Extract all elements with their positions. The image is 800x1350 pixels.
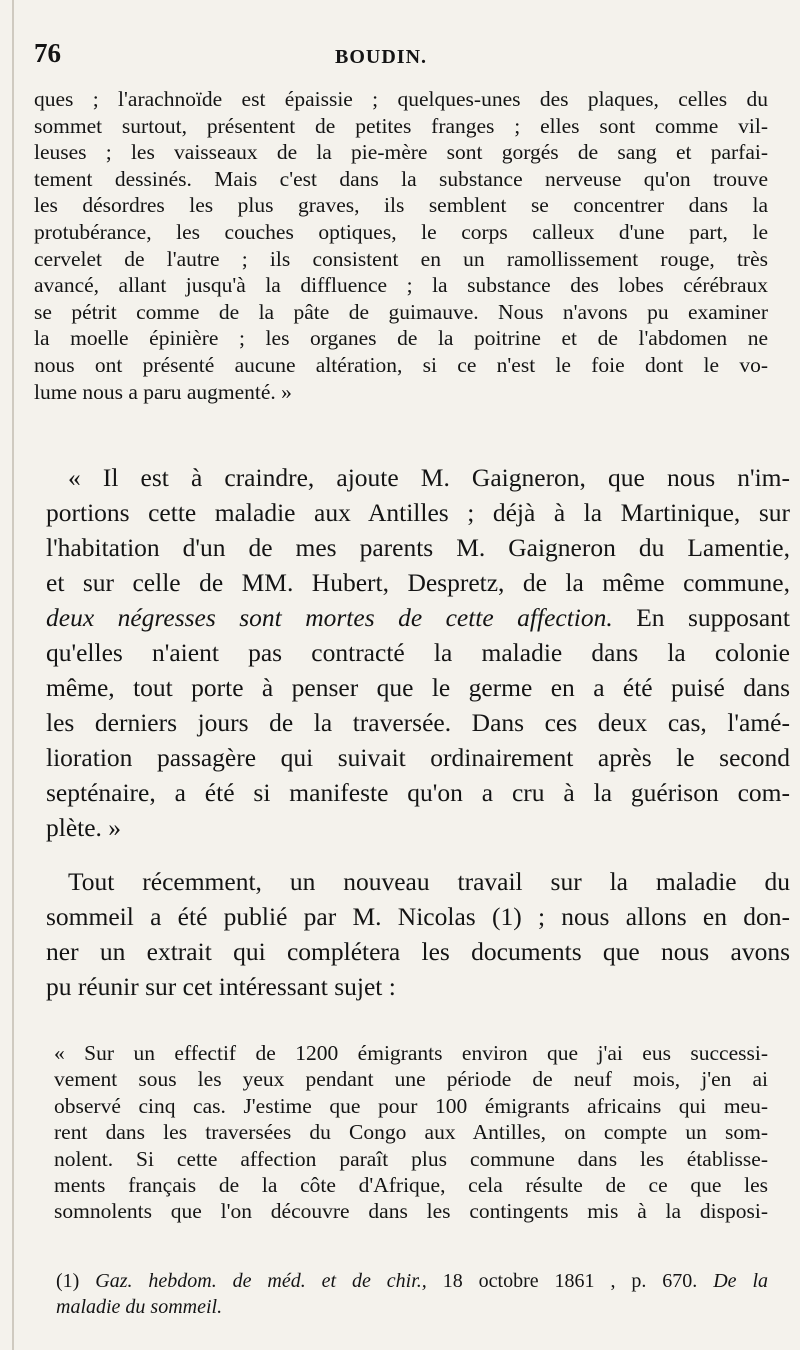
page-edge-shadow [12, 0, 14, 1350]
text-line: les derniers jours de la traversée. Dans ces deux cas, l'amé- [46, 708, 790, 737]
footnote-source: Gaz. hebdom. de méd. et de chir., [95, 1270, 427, 1292]
text-line: portions cette maladie aux Antilles ; déjà à la Martinique, sur [46, 498, 790, 527]
text-line: somnolents que l'on découvre dans les contingents mis à la disposi- [54, 1199, 768, 1224]
text-line: l'habitation d'un de mes parents M. Gaigneron du Lamentie, [46, 533, 790, 562]
text-fragment: En supposant [612, 603, 790, 632]
footnote-date: 18 octobre 1861 , p. 670. [426, 1270, 698, 1292]
text-line-mixed [46, 600, 790, 635]
footnote [56, 1268, 768, 1320]
text-line: cervelet de l'autre ; ils consistent en un ramollissement rouge, très [34, 246, 768, 271]
nicolas-quote [54, 1040, 768, 1225]
footnote-line [56, 1268, 768, 1294]
text-line: « Il est à craindre, ajoute M. Gaigneron, que nous n'im- [68, 463, 790, 492]
autopsy-paragraph [34, 86, 768, 405]
text-line: septénaire, a été si manifeste qu'on a cru à la guérison com- [46, 778, 790, 807]
nicolas-paragraph [46, 864, 790, 1004]
text-line: ques ; l'arachnoïde est épaissie ; quelques-unes des plaques, celles du [34, 87, 768, 111]
text-line: protubérance, les couches optiques, le corps calleux d'une part, le [34, 219, 768, 244]
page-number: 76 [34, 38, 61, 68]
text-line: tement dessinés. Mais c'est dans la substance nerveuse qu'on trouve [34, 166, 768, 191]
text-line: même, tout porte à penser que le germe en a été puisé dans [46, 673, 790, 702]
text-line: rent dans les traversées du Congo aux Antilles, on compte un som- [54, 1120, 768, 1145]
running-head: BOUDIN. [335, 46, 428, 68]
text-line: plète. » [46, 813, 122, 842]
footnote-marker: (1) [56, 1270, 80, 1292]
text-line: « Sur un effectif de 1200 émigrants environ que j'ai eus successi- [54, 1041, 768, 1065]
text-line: nolent. Si cette affection paraît plus commune dans les établisse- [54, 1146, 768, 1171]
text-line: pu réunir sur cet intéressant sujet : [46, 972, 396, 1001]
text-line: lume nous a paru augmenté. » [34, 379, 292, 404]
text-line: avancé, allant jusqu'à la diffluence ; la substance des lobes cérébraux [34, 273, 768, 298]
text-line: se pétrit comme de la pâte de guimauve. Nous n'avons pu examiner [34, 299, 768, 324]
text-line: Tout récemment, un nouveau travail sur la maladie du [68, 867, 790, 896]
text-line: leuses ; les vaisseaux de la pie-mère sont gorgés de sang et parfai- [34, 140, 768, 165]
gaigneron-paragraph [46, 460, 790, 845]
text-line: vement sous les yeux pendant une période de neuf mois, j'en ai [54, 1067, 768, 1092]
text-line: et sur celle de MM. Hubert, Despretz, de la même commune, [46, 568, 790, 597]
text-line: lioration passagère qui suivait ordinairement après le second [46, 743, 790, 772]
text-line: qu'elles n'aient pas contracté la maladie dans la colonie [46, 638, 790, 667]
footnote-title-end: maladie du sommeil. [56, 1296, 223, 1318]
text-line: sommet surtout, présentent de petites franges ; elles sont comme vil- [34, 113, 768, 138]
text-line: les désordres les plus graves, ils semblent se concentrer dans la [34, 193, 768, 218]
text-line: ments français de la côte d'Afrique, cela résulte de ce que les [54, 1173, 768, 1198]
italic-phrase: deux négresses sont mortes de cette affection. [46, 603, 613, 632]
text-line: la moelle épinière ; les organes de la poitrine et de l'abdomen ne [34, 326, 768, 351]
text-line: ner un extrait qui complétera les documents que nous avons [46, 937, 790, 966]
page-header [30, 38, 760, 78]
text-line: nous ont présenté aucune altération, si ce n'est le foie dont le vo- [34, 352, 768, 377]
footnote-title-start: De la [713, 1270, 768, 1292]
text-line: sommeil a été publié par M. Nicolas (1) ; nous allons en don- [46, 902, 790, 931]
text-line: observé cinq cas. J'estime que pour 100 émigrants africains qui meu- [54, 1093, 768, 1118]
